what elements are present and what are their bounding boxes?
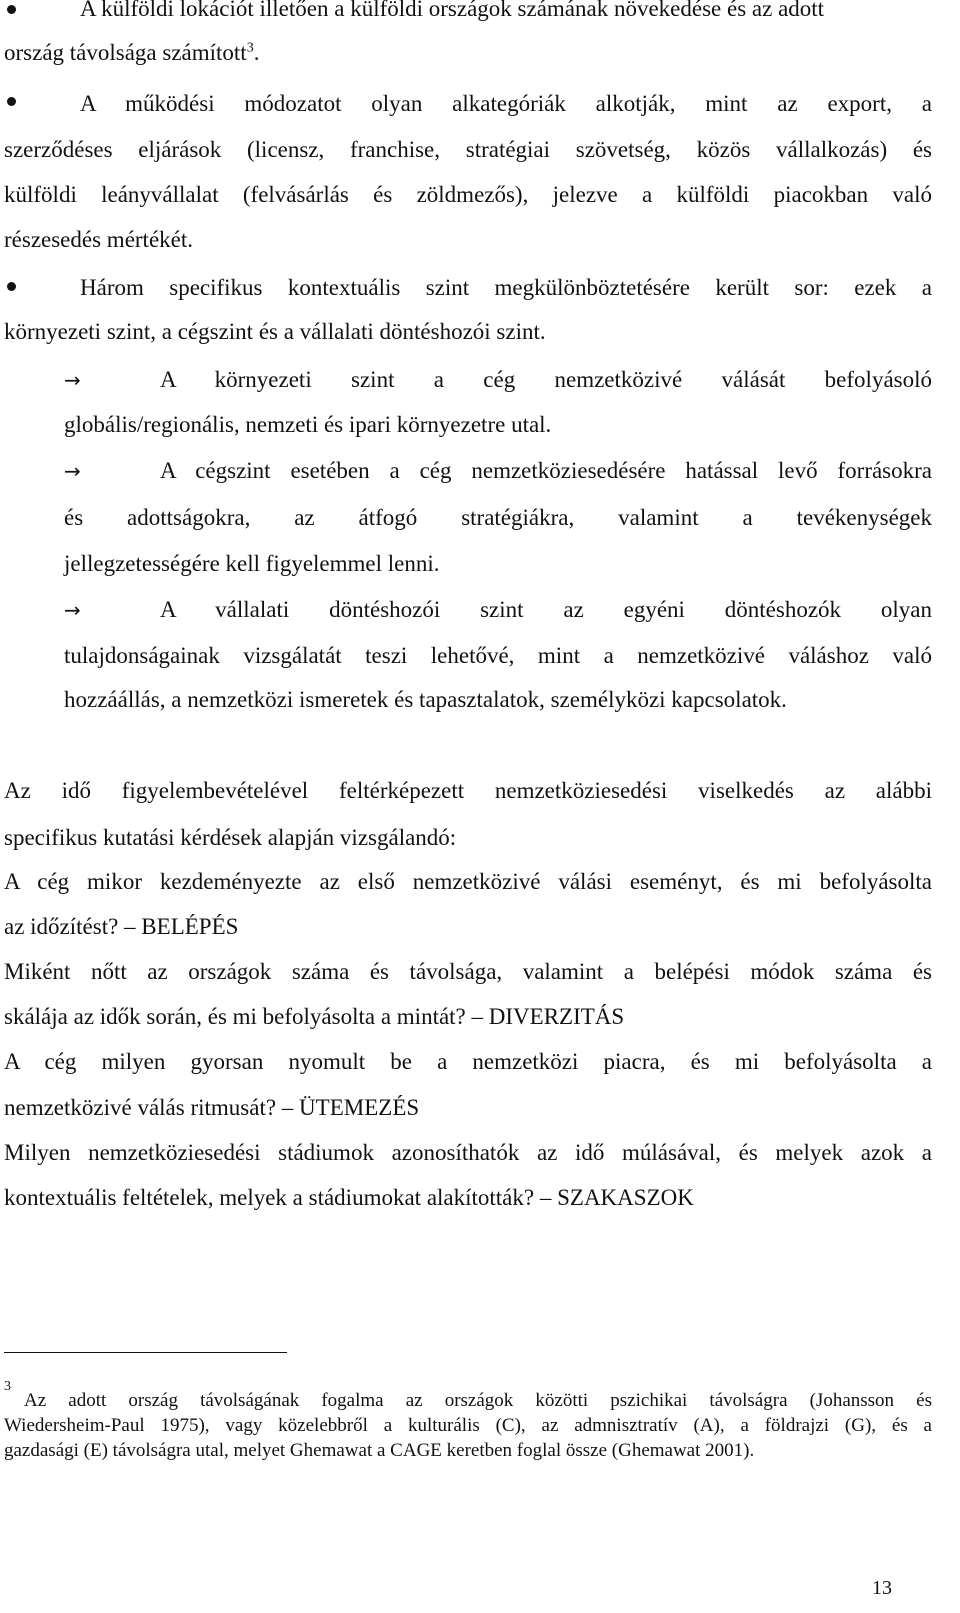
question-2-line-2: skálája az idők során, és mi befolyásolta a mintát? – DIVERZITÁS <box>4 1004 625 1029</box>
footnote-line-3: gazdasági (E) távolságra utal, melyet Ghemawat a CAGE keretben foglal össze (Ghemawat 2001). <box>4 1440 755 1461</box>
question-3-line-1: A cég milyen gyorsan nyomult be a nemzetközi piacra, és mi befolyásolta a <box>4 1049 932 1074</box>
bullet-1-line-2 <box>4 41 259 64</box>
question-1-line-1: A cég mikor kezdeményezte az első nemzetközivé válási eseményt, és mi befolyásolta <box>4 869 932 894</box>
question-2-line-1: Miként nőtt az országok száma és távolsága, valamint a belépési módok száma és <box>4 959 932 984</box>
bullet-icon <box>7 97 16 106</box>
arrow-1-line-1: A környezeti szint a cég nemzetközivé válását befolyásoló <box>160 367 932 392</box>
footnote-separator <box>4 1352 287 1353</box>
arrow-2-line-2: és adottságokra, az átfogó stratégiákra, valamint a tevékenységek <box>64 505 932 530</box>
arrow-2-line-3: jellegzetességére kell figyelemmel lenni. <box>64 551 440 576</box>
paragraph-line-1: Az idő figyelembevételével feltérképezett nemzetköziesedési viselkedés az alábbi <box>4 778 932 803</box>
bullet-2-line-4: részesedés mértékét. <box>4 227 194 252</box>
bullet-3-line-2: környezeti szint, a cégszint és a vállalati döntéshozói szint. <box>4 319 546 344</box>
bullet-2-line-1: A működési módozatot olyan alkategóriák alkotják, mint az export, a <box>80 91 932 116</box>
bullet-2-line-2: szerződéses eljárások (licensz, franchise, stratégiai szövetség, közös vállalkozás) és <box>4 137 932 162</box>
question-1-line-2: az időzítést? – BELÉPÉS <box>4 914 239 939</box>
bullet-1-line-1: A külföldi lokációt illetően a külföldi országok számának növekedése és az adott <box>80 0 825 21</box>
question-4-line-1: Milyen nemzetköziesedési stádiumok azonosíthatók az idő múlásával, és melyek azok a <box>4 1140 932 1165</box>
arrow-2-line-1: A cégszint esetében a cég nemzetköziesedésére hatással levő forrásokra <box>160 458 932 483</box>
bullet-3-line-1: Három specifikus kontextuális szint megkülönböztetésére került sor: ezek a <box>80 275 932 300</box>
footnote-reference: 3 <box>246 40 254 56</box>
bullet-icon <box>7 282 16 291</box>
question-3-line-2: nemzetközivé válás ritmusát? – ÜTEMEZÉS <box>4 1095 420 1120</box>
arrow-right-icon: → <box>64 459 81 483</box>
arrow-3-line-3: hozzáállás, a nemzetközi ismeretek és tapasztalatok, személyközi kapcsolatok. <box>64 687 787 712</box>
arrow-right-icon: → <box>64 598 81 622</box>
bullet-1-period: . <box>253 40 260 65</box>
bullet-2-line-3: külföldi leányvállalat (felvásárlás és zöldmezős), jelezve a külföldi piacokban való <box>4 182 932 207</box>
arrow-3-line-1: A vállalati döntéshozói szint az egyéni döntéshozók olyan <box>160 597 932 622</box>
footnote-marker: 3 <box>4 1379 11 1394</box>
footnote-line-1: Az adott ország távolságának fogalma az országok közötti pszichikai távolságra (Johansson és <box>24 1390 932 1411</box>
arrow-1-line-2: globális/regionális, nemzeti és ipari környezetre utal. <box>64 412 552 437</box>
bullet-1-text: ország távolsága számított <box>4 40 247 65</box>
page-number: 13 <box>872 1577 892 1599</box>
paragraph-line-2: specifikus kutatási kérdések alapján vizsgálandó: <box>4 825 457 850</box>
footnote-line-2: Wiedersheim-Paul 1975), vagy közelebbről a kulturális (C), az admnisztratív (A), a földrajzi (G), és a <box>4 1415 932 1436</box>
arrow-right-icon: → <box>64 368 81 392</box>
bullet-icon <box>7 5 16 14</box>
question-4-line-2: kontextuális feltételek, melyek a stádiumokat alakították? – SZAKASZOK <box>4 1185 694 1210</box>
arrow-3-line-2: tulajdonságainak vizsgálatát teszi lehetővé, mint a nemzetközivé váláshoz való <box>64 643 932 668</box>
